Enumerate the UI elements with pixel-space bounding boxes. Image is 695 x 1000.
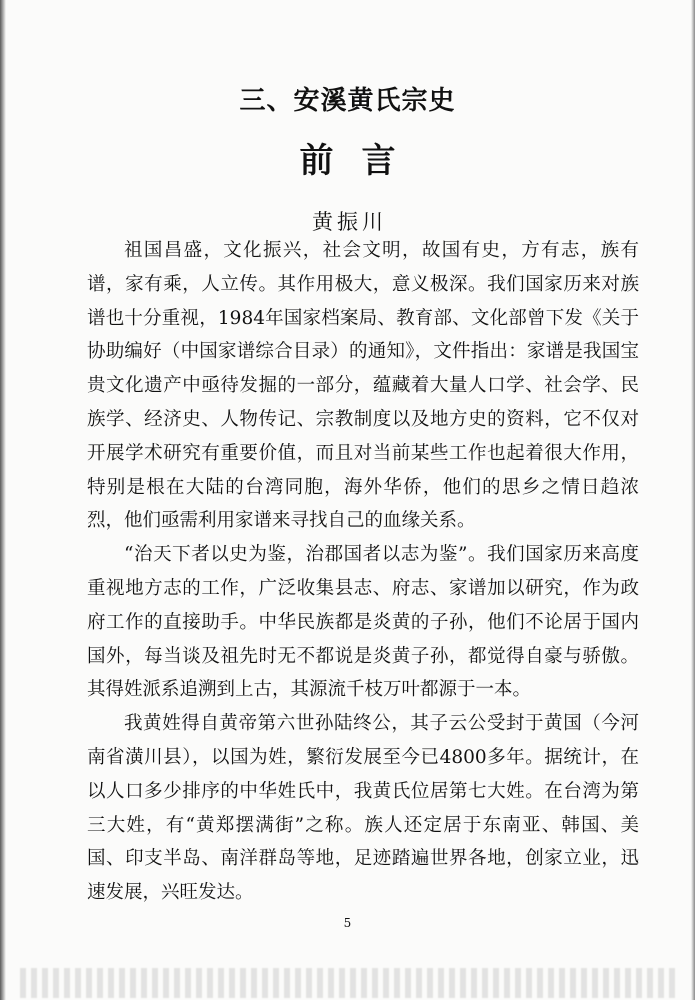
author-name: 黄振川	[312, 210, 387, 234]
scan-bottom-noise	[20, 968, 680, 998]
page-number: 5	[343, 916, 352, 930]
paragraph-3: 我黄姓得自黄帝第六世孙陆终公，其子云公受封于黄国（今河南省潢川县），以国为姓，繁衍发展至今已4800多年。据统计，在以人口多少排序的中华姓氏中，我黄氏位居第七大姓。在台湾为第三大姓，有“黄郑摆满街”之称。族人还定居于东南亚、韩国、美国、印支半岛、南洋群岛等地，足迹踏遍世界各地，创家立业，迅速发展，兴旺发达。	[87, 713, 639, 904]
paragraph-1: 祖国昌盛，文化振兴，社会文明，故国有史，方有志，族有谱，家有乘，人立传。其作用极大，意义极深。我们国家历来对族谱也十分重视，1984年国家档案局、教育部、文化部曾下发《关于协助编好（中国家谱综合目录）的通知》，文件指出：家谱是我国宝贵文化遗产中亟待发掘的一部分，蕴藏着大量人口学、社会学、民族学、经济史、人物传记、宗教制度以及地方史的资料，它不仅对开展学术研究有重要价值，而且对当前某些工作也起着很大作用，特别是根在大陆的台湾同胞，海外华侨，他们的思乡之情日趋浓烈，他们亟需利用家谱来寻找自己的血缘关系。	[87, 240, 639, 532]
paragraph-2: “治天下者以史为鉴，治郡国者以志为鉴”。我们国家历来高度重视地方志的工作，广泛收集县志、府志、家谱加以研究，作为政府工作的直接助手。中华民族都是炎黄的子孙，他们不论居于国内国外，每当谈及祖先时无不都说是炎黄子孙，都觉得自豪与骄傲。其得姓派系追溯到上古，其源流千枝万叶都源于一本。	[87, 544, 639, 701]
body-text	[87, 234, 639, 910]
section-title: 三、安溪黄氏宗史	[239, 86, 456, 116]
preface-title: 前言	[299, 141, 424, 181]
